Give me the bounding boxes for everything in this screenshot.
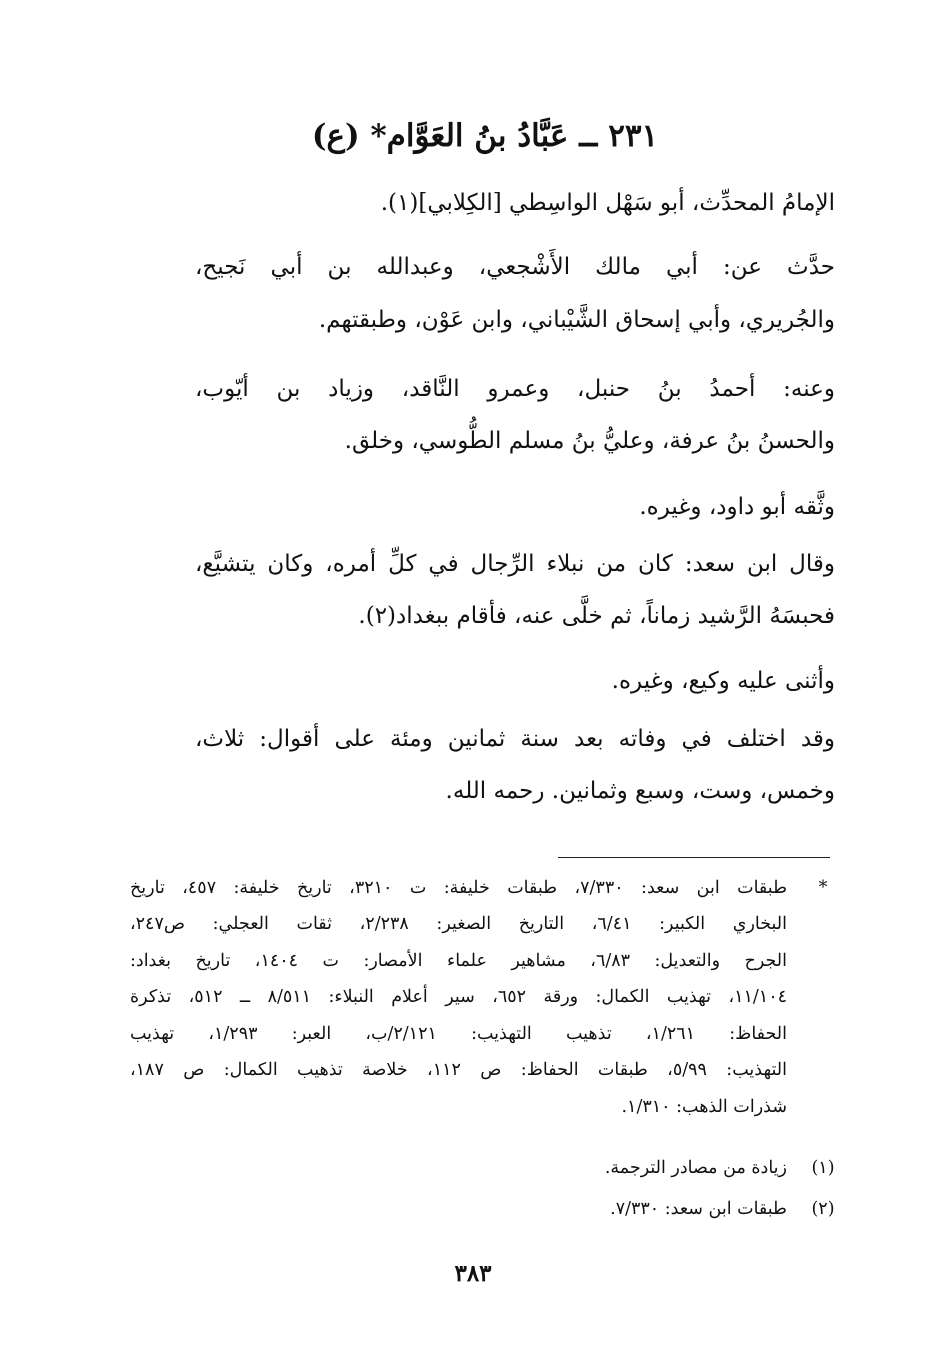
body-line-1: الإمامُ المحدِّث، أبو سَهْل الواسِطي [الكِلابي](١). bbox=[380, 190, 835, 216]
sources-line-2: البخاري الكبير: ٦/٤١، التاريخ الصغير: ٢/٢٣٨، ثقات العجلي: ص٢٤٧، bbox=[130, 914, 787, 934]
sources-line-5: الحفاظ: ١/٢٦١، تذهيب التهذيب: ٢/١٢١/ب، العبر: ١/٢٩٣، تهذيب bbox=[130, 1024, 787, 1044]
page-number: ٣٨٣ bbox=[454, 1260, 492, 1287]
footnote-text-2: طبقات ابن سعد: ٧/٣٣٠. bbox=[610, 1199, 787, 1219]
body-line-5: والحسنُ بنُ عرفة، وعليُّ بنُ مسلم الطُّوسي، وخلق. bbox=[344, 428, 835, 454]
body-line-6: وثَّقه أبو داود، وغيره. bbox=[639, 494, 835, 520]
entry-title: ٢٣١ ــ عَبَّادُ بنُ العَوَّام* (ع) bbox=[311, 118, 659, 154]
sources-line-3: الجرح والتعديل: ٦/٨٣، مشاهير علماء الأمصار: ت ١٤٠٤، تاريخ بغداد: bbox=[130, 951, 787, 971]
body-line-2: حدَّث عن: أبي مالك الأَشْجعي، وعبدالله بن أبي نَجيح، bbox=[195, 254, 835, 280]
footnote-text-1: زيادة من مصادر الترجمة. bbox=[604, 1158, 787, 1178]
sources-line-6: التهذيب: ٥/٩٩، طبقات الحفاظ: ص ١١٢، خلاصة تذهيب الكمال: ص ١٨٧، bbox=[130, 1060, 787, 1080]
footnote-marker-2: (٢) bbox=[811, 1199, 835, 1219]
body-line-11: وخمس، وست، وسبع وثمانين. رحمه الله. bbox=[445, 778, 835, 804]
body-line-4: وعنه: أحمدُ بنُ حنبل، وعمرو النَّاقد، وزياد بن أيّوب، bbox=[195, 376, 835, 402]
body-line-10: وقد اختلف في وفاته بعد سنة ثمانين ومئة على أقوال: ثلاث، bbox=[195, 726, 835, 752]
body-line-7: وقال ابن سعد: كان من نبلاء الرِّجال في كلِّ أمره، وكان يتشيَّع، bbox=[195, 551, 835, 577]
body-line-3: والجُريري، وأبي إسحاق الشَّيْباني، وابن عَوْن، وطبقتهم. bbox=[318, 307, 835, 333]
sources-line-7: شذرات الذهب: ١/٣١٠. bbox=[621, 1097, 787, 1117]
footnote-star-marker: * bbox=[818, 878, 828, 898]
sources-line-1: طبقات ابن سعد: ٧/٣٣٠، طبقات خليفة: ت ٣٢١٠، تاريخ خليفة: ٤٥٧، تاريخ bbox=[130, 878, 787, 898]
body-line-9: وأثنى عليه وكيع، وغيره. bbox=[611, 668, 835, 694]
sources-line-4: ١١/١٠٤، تهذيب الكمال: ورقة ٦٥٢، سير أعلام النبلاء: ٨/٥١١ ــ ٥١٢، تذكرة bbox=[130, 987, 787, 1007]
footnote-separator bbox=[558, 857, 830, 858]
footnote-marker-1: (١) bbox=[811, 1158, 835, 1178]
body-line-8: فحبسَهُ الرَّشيد زماناً، ثم خلَّى عنه، فأقام ببغداد(٢). bbox=[358, 603, 835, 629]
